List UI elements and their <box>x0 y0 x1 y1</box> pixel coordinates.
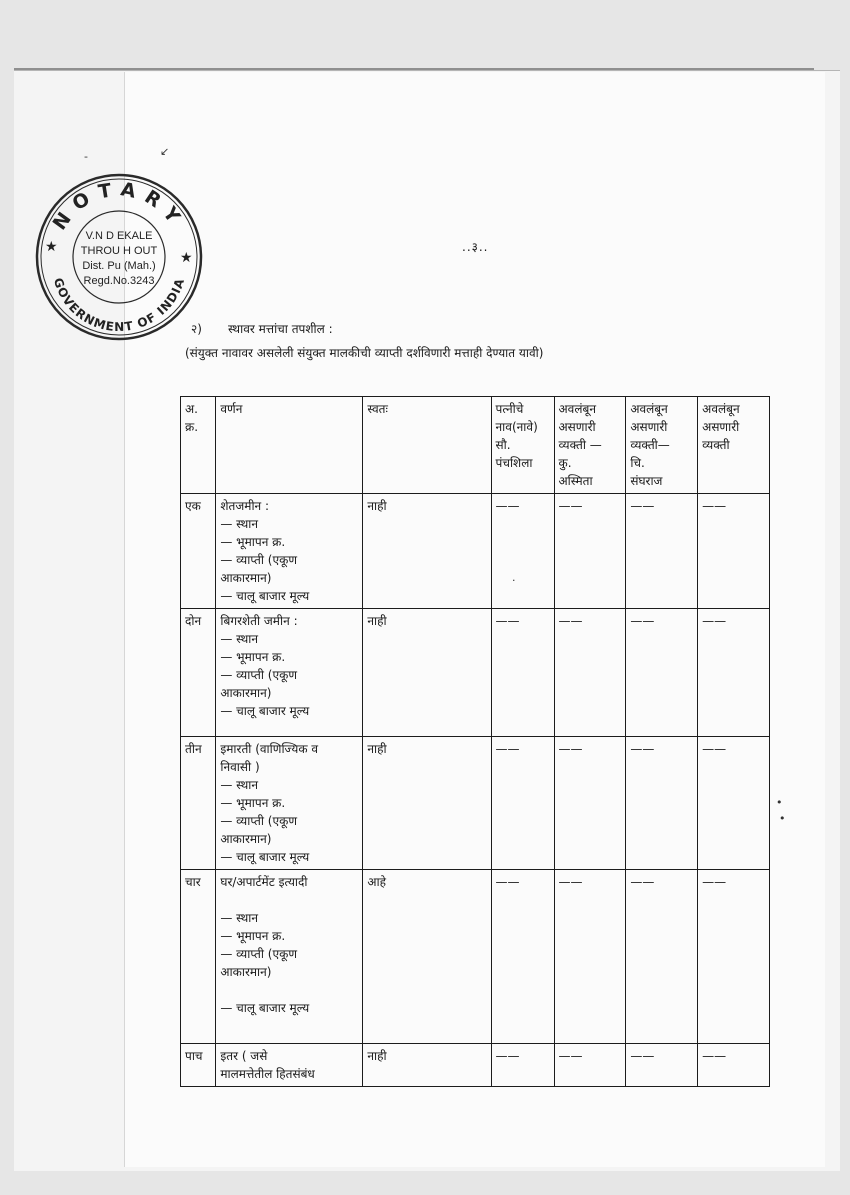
row-dependent-2: —— <box>626 494 698 609</box>
svg-text:★: ★ <box>45 239 58 255</box>
row-dependent-3: —— <box>698 737 770 870</box>
row-serial: पाच <box>181 1044 216 1087</box>
row-self: नाही <box>363 1044 491 1087</box>
row-dependent-1: —— <box>554 737 626 870</box>
row-description: इमारती (वाणिज्यिक व निवासी ) — स्थान — भूमापन क्र. — व्याप्ती (एकूण आकारमान) — चालू बाजार मूल्य <box>216 737 363 870</box>
row-description: घर/अपार्टमेंट इत्यादी — स्थान — भूमापन क्र. — व्याप्ती (एकूण आकारमान) — चालू बाजार मूल्य <box>216 870 363 1044</box>
header-dependent-3: अवलंबून असणारी व्यक्ती <box>698 397 770 494</box>
svg-text:★: ★ <box>180 250 193 266</box>
notary-stamp <box>34 172 204 342</box>
section-title: स्थावर मत्तांचा तपशील : <box>228 322 333 336</box>
header-spouse: पत्नीचे नाव(नावे) सौ. पंचशिला <box>491 397 554 494</box>
row-dependent-3: —— <box>698 870 770 1044</box>
header-serial: अ. क्र. <box>181 397 216 494</box>
row-description: बिगरशेती जमीन : — स्थान — भूमापन क्र. — व्याप्ती (एकूण आकारमान) — चालू बाजार मूल्य <box>216 609 363 737</box>
stamp-line: Dist. Pu (Mah.) <box>82 260 156 272</box>
row-spouse: —— <box>491 737 554 870</box>
row-serial: एक <box>181 494 216 609</box>
stamp-line: THROU H OUT <box>80 245 158 257</box>
scan-speck: • <box>779 812 786 825</box>
row-dependent-1: —— <box>554 1044 626 1087</box>
table-row <box>181 609 770 737</box>
row-spouse: —— <box>491 609 554 737</box>
stamp-bottom-text: GOVERNMENT OF INDIA <box>50 276 188 335</box>
row-dependent-1: —— <box>554 494 626 609</box>
row-description: इतर ( जसे मालमत्तेतील हितसंबंध <box>216 1044 363 1087</box>
row-dependent-3: —— <box>698 609 770 737</box>
row-self: नाही <box>363 609 491 737</box>
row-dependent-2: —— <box>626 737 698 870</box>
section-number: २) <box>191 322 202 336</box>
header-dependent-1: अवलंबून असणारी व्यक्ती — कु. अस्मिता <box>554 397 626 494</box>
row-spouse: —— <box>491 494 554 609</box>
table-row <box>181 870 770 1044</box>
stamp-line: Regd.No.3243 <box>83 275 155 287</box>
header-self: स्वतः <box>363 397 491 494</box>
row-dependent-3: —— <box>698 1044 770 1087</box>
row-serial: चार <box>181 870 216 1044</box>
row-dependent-1: —— <box>554 609 626 737</box>
table-row <box>181 737 770 870</box>
row-dependent-1: —— <box>554 870 626 1044</box>
row-self: नाही <box>363 737 491 870</box>
row-serial: दोन <box>181 609 216 737</box>
stamp-top-text: NOTARY <box>48 178 190 235</box>
row-dependent-2: —— <box>626 609 698 737</box>
scan-speck: · <box>512 574 516 587</box>
table-header-row <box>181 397 770 494</box>
scan-speck: ↙ <box>160 145 170 158</box>
section-heading <box>191 320 333 337</box>
row-description: शेतजमीन : — स्थान — भूमापन क्र. — व्याप्ती (एकूण आकारमान) — चालू बाजार मूल्य <box>216 494 363 609</box>
page-edge-line <box>14 68 814 70</box>
row-spouse: —— <box>491 870 554 1044</box>
svg-text:NOTARY <box>49 178 190 234</box>
header-description: वर्णन <box>216 397 363 494</box>
page-number: ..३.. <box>462 240 489 254</box>
stamp-line: V.N D EKALE <box>85 230 153 242</box>
table-row <box>181 1044 770 1087</box>
row-dependent-2: —— <box>626 1044 698 1087</box>
immovable-assets-table <box>180 396 770 1087</box>
row-self: आहे <box>363 870 491 1044</box>
section-subtitle: (संयुक्त नावावर असलेली संयुक्त मालकीची व्याप्ती दर्शविणारी मत्ताही देण्यात यावी) <box>185 346 544 360</box>
row-serial: तीन <box>181 737 216 870</box>
row-dependent-3: —— <box>698 494 770 609</box>
scan-speck: • <box>776 796 783 809</box>
row-dependent-2: —— <box>626 870 698 1044</box>
scan-speck: - <box>84 150 88 163</box>
row-self: नाही <box>363 494 491 609</box>
table-row <box>181 494 770 609</box>
header-dependent-2: अवलंबून असणारी व्यक्ती— चि. संघराज <box>626 397 698 494</box>
row-spouse: —— <box>491 1044 554 1087</box>
